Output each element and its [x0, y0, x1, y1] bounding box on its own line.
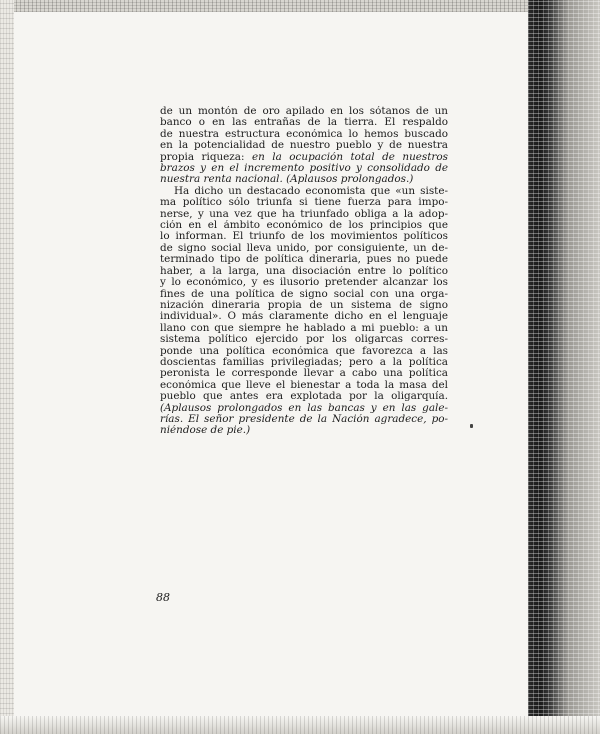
- text-line: [160, 186, 448, 197]
- text-line-content: Ha dicho un destacado economista que «un siste-: [174, 185, 448, 197]
- text-line: [160, 254, 448, 265]
- text-line-content: fines de una política de signo social con una orga-: [160, 288, 448, 300]
- text-line: [160, 277, 448, 288]
- text-line-content: haber, a la larga, una disociación entre lo político: [160, 265, 448, 277]
- text-line: [160, 197, 448, 208]
- text-line-content: brazos y en el incremento positivo y consolidado de: [160, 163, 448, 175]
- text-line-content: lo informan. El triunfo de los movimientos políticos: [160, 231, 448, 243]
- text-line-content: doscientas familias privilegiadas; pero a la política: [160, 356, 448, 368]
- body-text: [160, 106, 448, 437]
- text-line-content: pueblo que antes era explotada por la oligarquía.: [160, 391, 448, 403]
- text-line-content: ma político sólo triunfa si tiene fuerza para impo-: [160, 197, 448, 209]
- text-line-content: ción en el ámbito económico de los principios que: [160, 220, 448, 232]
- text-line: [160, 117, 448, 128]
- text-line: [160, 334, 448, 345]
- text-line: [160, 174, 448, 185]
- text-line-content: peronista le corresponde llevar a cabo una política: [160, 368, 448, 380]
- text-line-content: ponde una política económica que favorezca a las: [160, 345, 448, 357]
- text-line: [160, 243, 448, 254]
- scan-left-edge: [0, 0, 14, 734]
- text-line: [160, 163, 448, 174]
- scan-top-edge: [0, 0, 600, 12]
- text-line: [160, 266, 448, 277]
- scan-bottom-edge: [0, 716, 600, 734]
- book-binding-edge: [528, 0, 600, 734]
- text-line: [160, 368, 448, 379]
- text-line: [160, 220, 448, 231]
- text-line: [160, 311, 448, 322]
- text-line: [160, 106, 448, 117]
- text-line-content: rías. El señor presidente de la Nación agradece, po-: [160, 413, 448, 425]
- text-line: [160, 209, 448, 220]
- text-line-content: de un montón de oro apilado en los sótanos de un: [160, 106, 448, 117]
- text-line-content: económica que lleve el bienestar a toda la masa del: [160, 379, 448, 391]
- text-line: [160, 346, 448, 357]
- text-line-content: sistema político ejercido por los oligarcas corres-: [160, 334, 448, 346]
- text-line: [160, 403, 448, 414]
- text-line-content: propia riqueza:: [160, 151, 245, 163]
- text-line: [160, 380, 448, 391]
- text-line-content: (Aplausos prolongados en las bancas y en las gale-: [160, 402, 448, 414]
- ink-speck: [470, 424, 473, 428]
- text-line-content: banco o en las entrañas de la tierra. El respaldo: [160, 117, 448, 129]
- text-line-content: nización dineraria propia de un sistema de signo: [160, 299, 448, 311]
- text-line-content: en la potencialidad de nuestro pueblo y de nuestra: [160, 140, 448, 152]
- text-line: [160, 414, 448, 425]
- text-line-content: individual». O más claramente dicho en el lenguaje: [160, 311, 448, 323]
- text-line-tail: en la ocupación total de nuestros: [244, 151, 448, 163]
- text-line-content: de nuestra estructura económica lo hemos buscado: [160, 128, 448, 140]
- text-line: [160, 391, 448, 402]
- page-number: 88: [156, 591, 170, 604]
- text-line-content: terminado tipo de política dineraria, pues no puede: [160, 254, 448, 266]
- text-line: [160, 300, 448, 311]
- text-line: [160, 289, 448, 300]
- text-line: [160, 152, 448, 163]
- text-line-content: nuestra renta nacional. (Aplausos prolongados.): [160, 174, 414, 186]
- text-line-content: nerse, y una vez que ha triunfado obliga a la adop-: [160, 208, 448, 220]
- text-line-content: niéndose de pie.): [160, 425, 251, 437]
- text-line: [160, 129, 448, 140]
- text-line: [160, 425, 448, 436]
- text-line-content: llano con que siempre he hablado a mi pueblo: a un: [160, 322, 448, 334]
- text-line: [160, 140, 448, 151]
- text-line: [160, 357, 448, 368]
- text-line-content: y lo económico, y es ilusorio pretender alcanzar los: [160, 277, 448, 289]
- text-line: [160, 323, 448, 334]
- text-line: [160, 231, 448, 242]
- text-line-content: de signo social lleva unido, por consiguiente, un de-: [160, 242, 448, 254]
